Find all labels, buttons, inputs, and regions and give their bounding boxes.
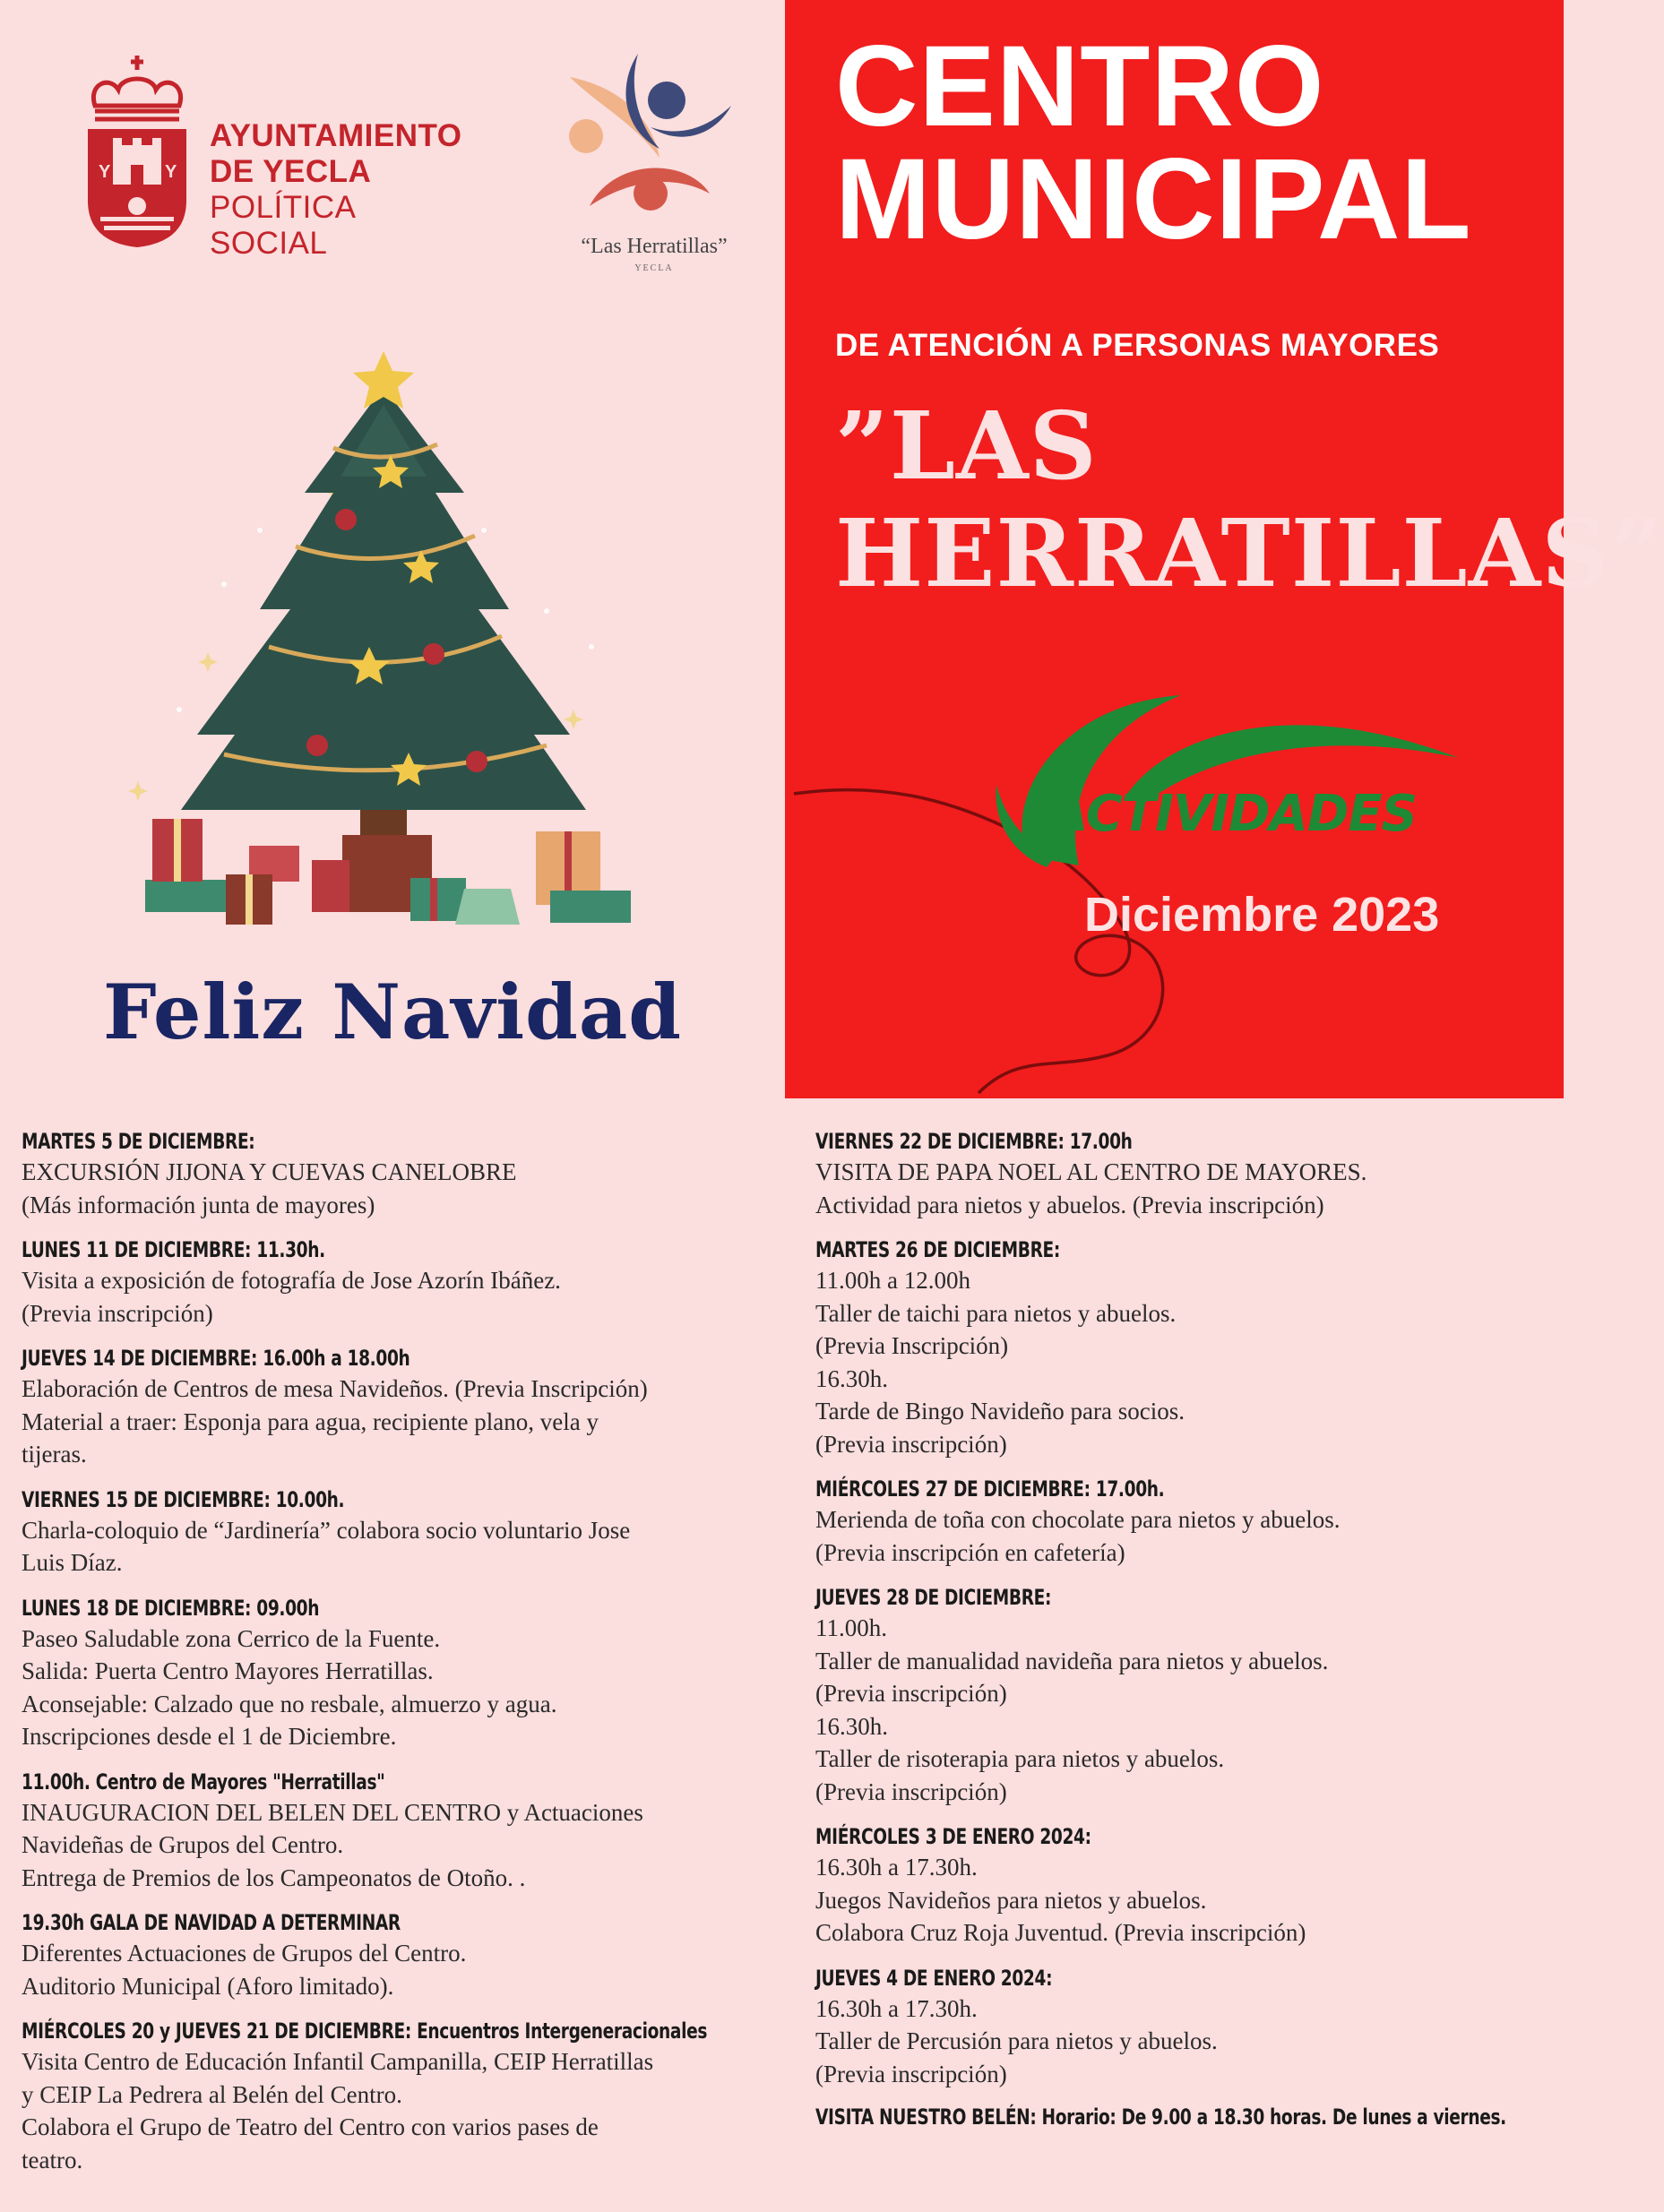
schedule-event — [22, 2017, 774, 2176]
event-detail-line: Luis Díaz. — [22, 1549, 123, 1576]
event-heading: 19.30h GALA DE NAVIDAD A DETERMINAR — [22, 1910, 401, 1935]
event-detail-line: EXCURSIÓN JIJONA Y CUEVAS CANELOBRE — [22, 1158, 517, 1185]
yecla-coat-of-arms-icon — [82, 52, 192, 249]
event-detail-line: Taller de taichi para nietos y abuelos. — [815, 1299, 1177, 1327]
event-detail-line: (Previa inscripción) — [815, 1430, 1007, 1458]
event-detail-line: 16.30h a 17.30h. — [815, 1854, 978, 1881]
org-line-1: AYUNTAMIENTO — [210, 118, 462, 153]
event-detail-line: y CEIP La Pedrera al Belén del Centro. — [22, 2080, 402, 2108]
las-herratillas-logo-icon — [561, 50, 740, 220]
belen-visit-note: VISITA NUESTRO BELÉN: Horario: De 9.00 a 18.30 horas. De lunes a viernes. — [815, 2104, 1506, 2130]
event-detail-line: (Previa inscripción) — [815, 1680, 1007, 1707]
centre-logo-name: “Las Herratillas” — [581, 235, 728, 258]
event-heading: MARTES 26 DE DICIEMBRE: — [815, 1237, 1060, 1262]
event-heading: LUNES 11 DE DICIEMBRE: 11.30h. — [22, 1237, 325, 1262]
event-detail-line: 11.00h a 12.00h — [815, 1267, 970, 1294]
event-detail-line: Entrega de Premios de los Campeonatos de Otoño. . — [22, 1863, 526, 1891]
event-detail-line: Inscripciones desde el 1 de Diciembre. — [22, 1723, 397, 1750]
event-heading: JUEVES 4 DE ENERO 2024: — [815, 1965, 1053, 1991]
event-detail-line: 16.30h. — [815, 1364, 888, 1392]
event-detail-line: (Más información junta de mayores) — [22, 1191, 375, 1218]
svg-text:Y: Y — [165, 162, 177, 182]
event-detail-line: tijeras. — [22, 1441, 87, 1467]
month-label: Diciembre 2023 — [1084, 888, 1440, 942]
event-detail-line: Actividad para nietos y abuelos. (Previa inscripción) — [815, 1191, 1324, 1218]
schedule-event — [815, 1964, 1550, 2091]
schedule-event — [22, 1235, 774, 1330]
title-line-1: CENTRO — [835, 22, 1325, 151]
event-detail-line: Aconsejable: Calzado que no resbale, almuerzo y agua. — [22, 1690, 557, 1717]
org-line-2: DE YECLA — [210, 154, 372, 189]
event-detail-line: Salida: Puerta Centro Mayores Herratillas. — [22, 1657, 434, 1684]
event-detail-line: Charla-coloquio de “Jardinería” colabora socio voluntario Jose — [22, 1516, 631, 1544]
org-line-4: SOCIAL — [210, 226, 328, 261]
event-detail-line: teatro. — [22, 2146, 83, 2173]
schedule-right-column — [815, 1127, 1550, 2130]
centre-name-line-2: HERRATILLAS” — [835, 498, 1664, 608]
centre-name — [835, 392, 1664, 607]
event-detail-line: Merienda de toña con chocolate para nietos y abuelos. — [815, 1506, 1341, 1533]
event-detail-line: Material a traer: Esponja para agua, recipiente plano, vela y — [22, 1407, 599, 1435]
event-heading: MIÉRCOLES 27 DE DICIEMBRE: 17.00h. — [815, 1476, 1165, 1502]
event-heading: MIÉRCOLES 3 DE ENERO 2024: — [815, 1824, 1091, 1849]
schedule-event — [22, 1594, 774, 1753]
event-detail-line: 16.30h. — [815, 1712, 888, 1740]
event-detail-line: Tarde de Bingo Navideño para socios. — [815, 1398, 1185, 1424]
org-line-3: POLÍTICA — [210, 190, 357, 225]
event-heading: MIÉRCOLES 20 y JUEVES 21 DE DICIEMBRE: Encuentros Intergeneracionales — [22, 2018, 708, 2044]
event-heading: JUEVES 28 DE DICIEMBRE: — [815, 1585, 1052, 1610]
event-detail-line: Taller de Percusión para nietos y abuelos. — [815, 2027, 1218, 2054]
event-detail-line: (Previa inscripción) — [815, 1777, 1007, 1805]
event-heading: 11.00h. Centro de Mayores "Herratillas" — [22, 1769, 385, 1795]
event-detail-line: Colabora el Grupo de Teatro del Centro con varios pases de — [22, 2113, 599, 2140]
schedule-event — [22, 1768, 774, 1895]
event-detail-line: Juegos Navideños para nietos y abuelos. — [815, 1886, 1207, 1914]
schedule-event — [815, 1235, 1550, 1460]
schedule-event — [815, 1583, 1550, 1808]
event-detail-line: (Previa Inscripción) — [815, 1332, 1009, 1359]
schedule-event — [815, 1475, 1550, 1569]
event-heading: VIERNES 22 DE DICIEMBRE: 17.00h — [815, 1129, 1133, 1154]
event-detail-line: Diferentes Actuaciones de Grupos del Centro. — [22, 1940, 467, 1967]
schedule-event — [815, 1127, 1550, 1221]
title-line-2: MUNICIPAL — [835, 135, 1472, 263]
schedule-event — [22, 1908, 774, 2002]
christmas-tree-illustration — [125, 351, 645, 925]
centre-logo-city: YECLA — [634, 263, 674, 273]
event-detail-line: 11.00h. — [815, 1614, 887, 1641]
event-heading: VIERNES 15 DE DICIEMBRE: 10.00h. — [22, 1486, 345, 1512]
event-heading: JUEVES 14 DE DICIEMBRE: 16.00h a 18.00h — [22, 1346, 410, 1371]
event-detail-line: Paseo Saludable zona Cerrico de la Fuente. — [22, 1624, 441, 1652]
event-detail-line: (Previa inscripción) — [815, 2060, 1007, 2087]
centre-name-line-1: ”LAS — [835, 391, 1098, 501]
greeting-title: Feliz Navidad — [102, 968, 683, 1056]
activities-label: ACTIVIDADES — [1049, 785, 1417, 843]
event-detail-line: Navideñas de Grupos del Centro. — [22, 1831, 344, 1858]
event-detail-line: Visita Centro de Educación Infantil Campanilla, CEIP Herratillas — [22, 2048, 654, 2075]
event-detail-line: Visita a exposición de fotografía de Jose Azorín Ibáñez. — [22, 1267, 561, 1294]
schedule-left-column — [22, 1127, 774, 2190]
event-detail-line: Elaboración de Centros de mesa Navideños. (Previa Inscripción) — [22, 1375, 648, 1402]
schedule-event — [22, 1127, 774, 1221]
event-heading: LUNES 18 DE DICIEMBRE: 09.00h — [22, 1595, 320, 1621]
event-detail-line: 16.30h a 17.30h. — [815, 1994, 978, 2022]
event-detail-line: Taller de risoterapia para nietos y abuelos. — [815, 1745, 1225, 1772]
svg-text:Y: Y — [99, 162, 111, 182]
event-detail-line: (Previa inscripción) — [22, 1299, 213, 1327]
event-heading: MARTES 5 DE DICIEMBRE: — [22, 1129, 255, 1154]
schedule-right-list — [815, 1127, 1550, 2090]
schedule-event — [22, 1485, 774, 1579]
centre-subtitle: DE ATENCIÓN A PERSONAS MAYORES — [835, 328, 1440, 363]
schedule-event — [22, 1344, 774, 1471]
centre-title — [835, 22, 1472, 263]
event-detail-line: Taller de manualidad navideña para nietos y abuelos. — [815, 1647, 1329, 1674]
event-detail-line: VISITA DE PAPA NOEL AL CENTRO DE MAYORES. — [815, 1158, 1367, 1185]
event-detail-line: (Previa inscripción en cafetería) — [815, 1538, 1125, 1566]
event-detail-line: Auditorio Municipal (Aforo limitado). — [22, 1972, 394, 2000]
green-swoosh-icon — [993, 677, 1495, 874]
event-detail-line: INAUGURACION DEL BELEN DEL CENTRO y Actuaciones — [22, 1798, 643, 1826]
organisation-name — [210, 118, 462, 262]
event-detail-line: Colabora Cruz Roja Juventud. (Previa inscripción) — [815, 1919, 1306, 1946]
schedule-event — [815, 1822, 1550, 1949]
